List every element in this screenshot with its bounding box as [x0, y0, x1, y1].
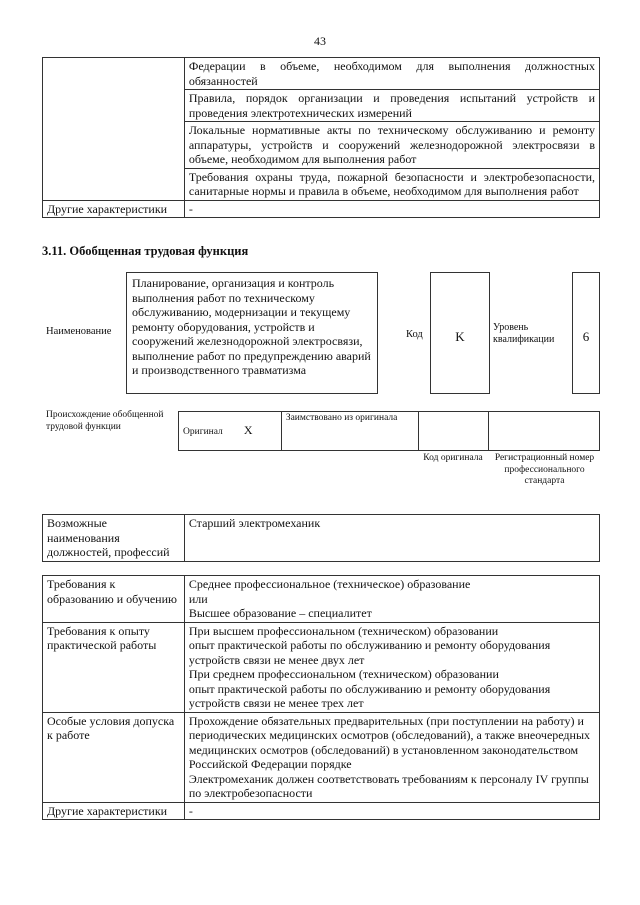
- experience-line: При высшем профессиональном (техническом) образовании: [188, 623, 499, 638]
- knowledge-label-cell: [43, 58, 185, 201]
- conditions-label: Особые условия допуска к работе: [43, 712, 185, 802]
- positions-value: Старший электромеханик: [184, 515, 599, 562]
- original-cell: [179, 412, 282, 451]
- education-label: Требования к образованию и обучению: [43, 576, 185, 623]
- origin-table: [178, 411, 600, 451]
- knowledge-row: Требования охраны труда, пожарной безопасности и электробезопасности, санитарные нормы и правила в объеме, необходимом для выполнения работ: [184, 168, 599, 200]
- code-box: [430, 272, 490, 394]
- other-characteristics-value: -: [184, 200, 599, 218]
- function-name-box: [126, 272, 378, 394]
- code-value: K: [455, 329, 465, 344]
- level-box: [572, 272, 600, 394]
- conditions-line: Прохождение обязательных предварительных (при поступлении на работу) и периодических медицинских осмотров (обследований), а также внеочередных медицинских осмотров (обследований) в установленном законодательством Российской Федерации порядке: [188, 713, 591, 771]
- page-number: 43: [314, 34, 326, 48]
- education-value: [184, 576, 599, 623]
- knowledge-row: Федерации в объеме, необходимом для выполнения должностных обязанностей: [184, 58, 599, 90]
- reg-number-caption: Регистрационный номер профессионального стандарта: [494, 453, 595, 486]
- positions-table: [42, 514, 600, 562]
- code-original-caption: Код оригинала: [423, 453, 483, 463]
- code-original-cell: [418, 412, 489, 451]
- knowledge-row: Локальные нормативные акты по техническому обслуживанию и ремонту аппаратуры, устройств и сооружений железнодорожной электросвязи в объеме, необходимом для выполнения работ: [184, 122, 599, 169]
- positions-label: Возможные наименования должностей, профессий: [43, 515, 185, 562]
- original-label: Оригинал: [183, 427, 223, 438]
- requirements-other-value: -: [184, 802, 599, 820]
- education-line: Высшее образование – специалитет: [188, 606, 372, 620]
- education-line: Среднее профессиональное (техническое) образование: [188, 577, 471, 591]
- borrowed-cell: Заимствовано из оригинала: [281, 412, 418, 451]
- code-label: Код: [406, 329, 423, 340]
- experience-line: опыт практической работы по обслуживанию и ремонту оборудования устройств связи не менее двух лет: [188, 638, 551, 667]
- reg-number-cell: [489, 412, 600, 451]
- original-mark: X: [243, 423, 253, 438]
- experience-value: [184, 622, 599, 712]
- origin-label: Происхождение обобщенной трудовой функции: [46, 410, 164, 432]
- requirements-table: [42, 575, 600, 820]
- knowledge-table: [42, 57, 600, 218]
- other-characteristics-label: Другие характеристики: [43, 200, 185, 218]
- requirements-other-label: Другие характеристики: [43, 802, 185, 820]
- experience-line: При среднем профессиональном (техническом) образовании: [188, 667, 499, 681]
- level-value: 6: [582, 329, 590, 344]
- experience-label: Требования к опыту практической работы: [43, 622, 185, 712]
- education-line: или: [188, 591, 208, 606]
- section-title: 3.11. Обобщенная трудовая функция: [42, 244, 249, 258]
- conditions-line: Электромеханик должен соответствовать требованиям к персоналу IV группы по электробезопасности: [188, 771, 589, 800]
- knowledge-row: Правила, порядок организации и проведения испытаний устройств и проведения электротехнических измерений: [184, 90, 599, 122]
- name-label: Наименование: [46, 326, 112, 337]
- experience-line: опыт практической работы по обслуживанию и ремонту оборудования устройств связи не менее трех лет: [188, 681, 551, 710]
- conditions-value: [184, 712, 599, 802]
- function-name: Планирование, организация и контроль выполнения работ по техническому обслуживанию, модернизации и текущему ремонту оборудования, устройств и сооружений железнодорожной электросвязи, выполнение работ по предупреждению аварий и производственного травматизма: [132, 276, 371, 377]
- level-label: Уровень квалификации: [493, 322, 555, 345]
